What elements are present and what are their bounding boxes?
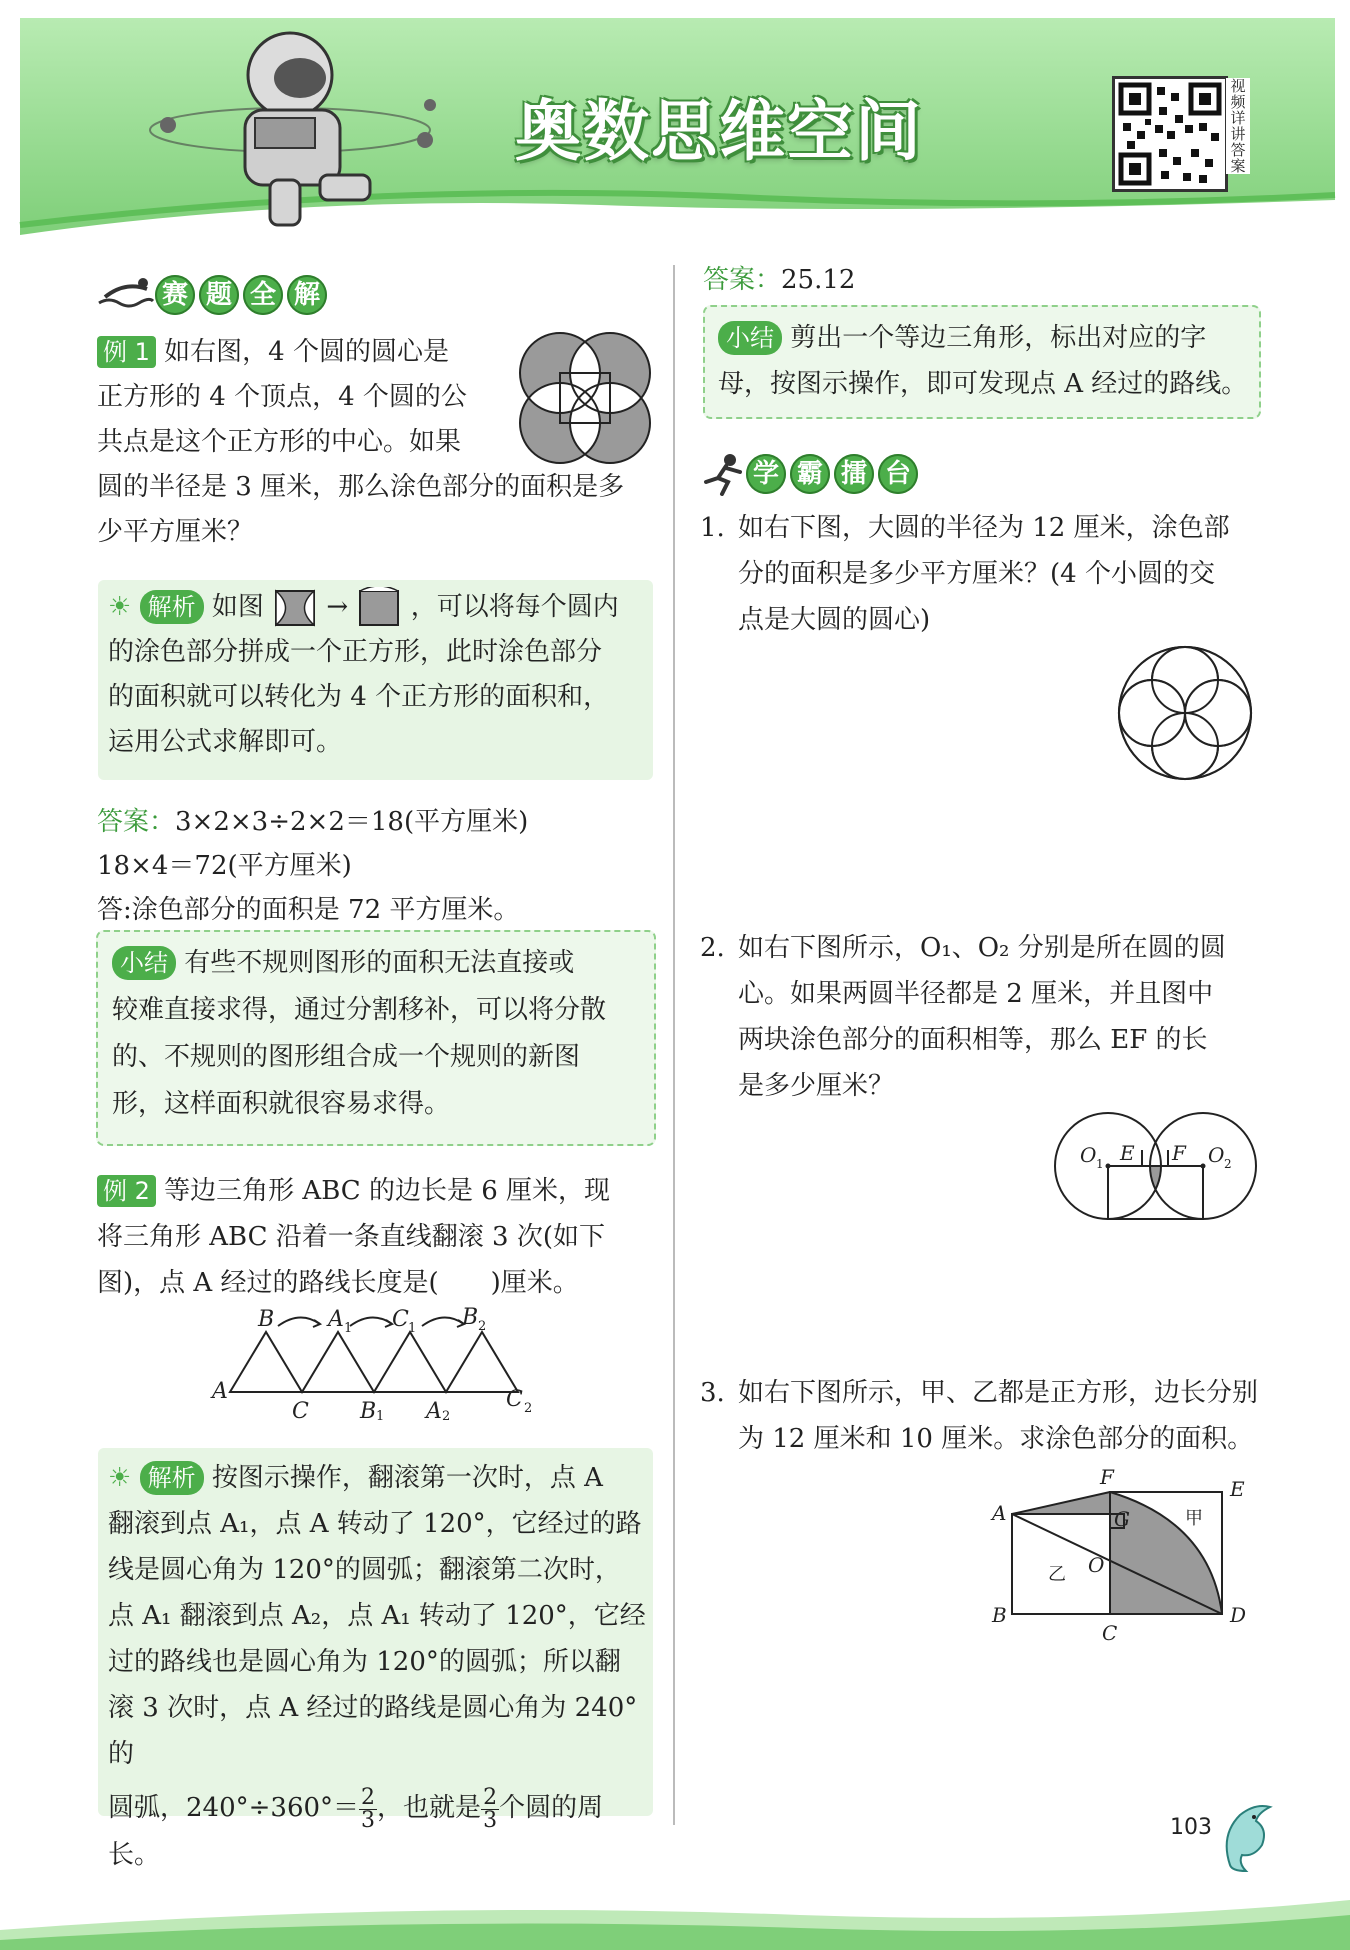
example-2-line: 将三角形 ABC 沿着一条直线翻滚 3 次(如下	[97, 1222, 606, 1252]
fig-label-A: A	[212, 1379, 228, 1404]
example-1-line: 圆的半径是 3 厘米，那么涂色部分的面积是多	[97, 472, 625, 502]
fig-label-O: O	[1088, 1553, 1105, 1577]
question-2-line: 是多少厘米？	[738, 1071, 895, 1101]
summary-1-line: 形，这样面积就很容易求得。	[112, 1089, 451, 1119]
fig-label-C: C	[1102, 1621, 1118, 1645]
fig-label-E: E	[1120, 1141, 1135, 1165]
summary-1-line: 有些不规则图形的面积无法直接或	[184, 948, 575, 978]
example-2-line: 图)，点 A 经过的路线长度是( )厘米。	[97, 1268, 579, 1298]
question-2-number: 2.	[700, 933, 725, 963]
fig-sub: 2	[1224, 1157, 1232, 1171]
hint-1-text	[108, 585, 653, 765]
fig-sub: 2	[442, 1409, 451, 1420]
summary-2-label: 小结	[718, 321, 782, 355]
hint-2-text-part: 个圆的周长。	[108, 1793, 604, 1870]
answer-1-line: 答:涂色部分的面积是 72 平方厘米。	[97, 895, 520, 925]
arrow-icon: →	[326, 592, 349, 622]
question-1	[700, 505, 1260, 643]
hint-1-line: 运用公式求解即可。	[108, 727, 343, 757]
fig-label-yi: 乙	[1048, 1564, 1066, 1585]
fig-label-O2: O	[1208, 1143, 1225, 1167]
hint-1-line: 的涂色部分拼成一个正方形，此时涂色部分	[108, 637, 603, 667]
question-3-line: 如右下图所示，甲、乙都是正方形，边长分别	[738, 1378, 1259, 1408]
qr-code-caption: 视频详讲答案	[1226, 78, 1250, 174]
example-1-line: 如右图，4 个圆的圆心是	[164, 337, 449, 367]
fig-sub: 2	[524, 1401, 533, 1416]
answer-2	[703, 258, 855, 303]
answer-1-label: 答案：	[97, 807, 176, 837]
squares-figure	[980, 1462, 1255, 1647]
hint-2-text	[108, 1455, 653, 1878]
page-title: 奥数思维空间	[515, 93, 923, 170]
fig-label-A2: A	[426, 1399, 442, 1420]
section-heading-challenge	[700, 452, 922, 496]
fig-label-A1: A	[328, 1307, 344, 1332]
fraction-denominator: 3	[361, 1807, 376, 1833]
hint-figure-after	[356, 587, 402, 629]
hint-1-label: 解析	[140, 590, 204, 624]
fig-label-D: D	[1230, 1603, 1247, 1627]
fraction	[481, 1784, 499, 1833]
fraction-numerator: 2	[361, 1784, 376, 1810]
question-1-line: 点是大圆的圆心)	[738, 605, 931, 635]
hint-2-last-line	[108, 1785, 653, 1878]
fig-label-F: F	[1100, 1465, 1114, 1489]
question-3-line: 为 12 厘米和 10 厘米。求涂色部分的面积。	[738, 1424, 1254, 1454]
fraction-denominator: 3	[483, 1807, 498, 1833]
summary-1-line: 的、不规则的图形组合成一个规则的新图	[112, 1042, 581, 1072]
example-1-tag: 例 1	[97, 336, 156, 368]
fig-label-G: G	[1114, 1507, 1130, 1531]
hint-1-line: 的面积就可以转化为 4 个正方形的面积和，	[108, 682, 610, 712]
section-title-char: 擂	[834, 454, 874, 494]
question-2-line: 如右下图所示，O₁、O₂ 分别是所在圆的圆	[738, 933, 1226, 963]
example-1-text-short	[97, 330, 507, 465]
hint-2-text-part: 圆弧，240°÷360°＝	[108, 1793, 360, 1823]
column-divider	[673, 265, 675, 1825]
summary-2-line: 剪出一个等边三角形，标出对应的字	[790, 323, 1207, 353]
section-title-char: 题	[199, 275, 239, 315]
question-1-line: 如右下图，大圆的半径为 12 厘米，涂色部	[738, 513, 1230, 543]
fig-label-B: B	[992, 1603, 1007, 1627]
four-circles-figure	[515, 328, 655, 468]
hint-2-text-part: ，也就是	[377, 1793, 482, 1823]
hint-2-line: 翻滚到点 A₁，点 A 转动了 120°，它经过的路	[108, 1509, 642, 1539]
page-number: 103	[1170, 1815, 1212, 1840]
fig-sub: 1	[344, 1321, 353, 1336]
fig-label-C2: C	[506, 1387, 523, 1412]
fraction-numerator: 2	[483, 1784, 498, 1810]
lightbulb-icon: ☀	[108, 592, 132, 622]
example-1-line: 共点是这个正方形的中心。如果	[97, 427, 462, 457]
swimmer-icon	[95, 275, 155, 315]
qr-code-icon[interactable]	[1112, 76, 1228, 192]
hint-1-line: ，可以将每个圆内	[410, 592, 619, 622]
fig-label-B1: B	[360, 1399, 377, 1420]
lightbulb-icon: ☀	[108, 1463, 132, 1493]
section-title-char: 学	[746, 454, 786, 494]
fig-sub: 1	[1096, 1157, 1104, 1171]
summary-2-line: 母，按图示操作，即可发现点 A 经过的路线。	[718, 369, 1248, 399]
hint-figure-before	[272, 587, 318, 629]
hint-2-line: 过的路线也是圆心角为 120°的圆弧；所以翻	[108, 1647, 621, 1677]
section-title-char: 解	[287, 275, 327, 315]
runner-icon	[700, 452, 746, 496]
example-1-line: 正方形的 4 个顶点，4 个圆的公	[97, 382, 467, 412]
fig-label-C1: C	[392, 1307, 409, 1332]
fig-label-F: F	[1172, 1141, 1186, 1165]
footer-band	[0, 1880, 1350, 1950]
fig-sub: 1	[408, 1321, 417, 1336]
answer-2-label: 答案：	[703, 265, 782, 295]
big-circle-figure	[1115, 643, 1255, 783]
answer-2-value: 25.12	[781, 265, 856, 295]
section-heading-solutions	[95, 275, 331, 315]
summary-1-text	[112, 940, 642, 1128]
fig-label-E: E	[1230, 1477, 1245, 1501]
example-1-text-long	[97, 465, 657, 555]
section-title-char: 赛	[155, 275, 195, 315]
question-1-line: 分的面积是多少平方厘米？(4 个小圆的交	[738, 559, 1215, 589]
fig-label-C: C	[292, 1399, 309, 1420]
question-3-number: 3.	[700, 1378, 725, 1408]
example-2-tag: 例 2	[97, 1175, 156, 1207]
dolphin-icon	[1210, 1795, 1280, 1875]
section-title-char: 霸	[790, 454, 830, 494]
example-2-line: 等边三角形 ABC 的边长是 6 厘米，现	[164, 1176, 611, 1206]
hint-2-line: 线是圆心角为 120°的圆弧；翻滚第二次时，	[108, 1555, 621, 1585]
fig-label-A: A	[992, 1501, 1007, 1525]
hint-2-line: 滚 3 次时，点 A 经过的路线是圆心角为 240°的	[108, 1693, 638, 1769]
answer-1-line: 18×4＝72(平方厘米)	[97, 851, 352, 881]
example-1-line: 少平方厘米？	[97, 517, 254, 547]
question-1-number: 1.	[700, 513, 725, 543]
answer-1	[97, 800, 657, 932]
example-2-text	[97, 1168, 657, 1306]
fig-label-B2: B	[462, 1305, 479, 1330]
question-2	[700, 925, 1260, 1109]
hint-2-label: 解析	[140, 1461, 204, 1495]
question-2-line: 两块涂色部分的面积相等，那么 EF 的长	[738, 1025, 1208, 1055]
rolling-triangles-figure	[200, 1302, 550, 1420]
hint-2-line: 按图示操作，翻滚第一次时，点 A	[211, 1463, 603, 1493]
answer-1-line: 3×2×3÷2×2＝18(平方厘米)	[175, 807, 529, 837]
summary-2-text	[718, 315, 1248, 407]
section-title-char: 全	[243, 275, 283, 315]
fraction	[359, 1784, 377, 1833]
fig-label-O1: O	[1080, 1143, 1097, 1167]
summary-1-label: 小结	[112, 946, 176, 980]
summary-1-line: 较难直接求得，通过分割移补，可以将分散	[112, 995, 607, 1025]
fig-sub: 1	[376, 1409, 385, 1420]
fig-label-jia: 甲	[1185, 1508, 1203, 1529]
fig-sub: 2	[478, 1319, 487, 1334]
section-title-char: 台	[878, 454, 918, 494]
hint-1-line: 如图	[211, 592, 264, 622]
question-2-line: 心。如果两圆半径都是 2 厘米，并且图中	[738, 979, 1214, 1009]
two-circles-figure	[1050, 1110, 1260, 1230]
fig-label-B: B	[258, 1307, 275, 1332]
hint-2-line: 点 A₁ 翻滚到点 A₂，点 A₁ 转动了 120°，它经	[108, 1601, 646, 1631]
question-3	[700, 1370, 1260, 1462]
